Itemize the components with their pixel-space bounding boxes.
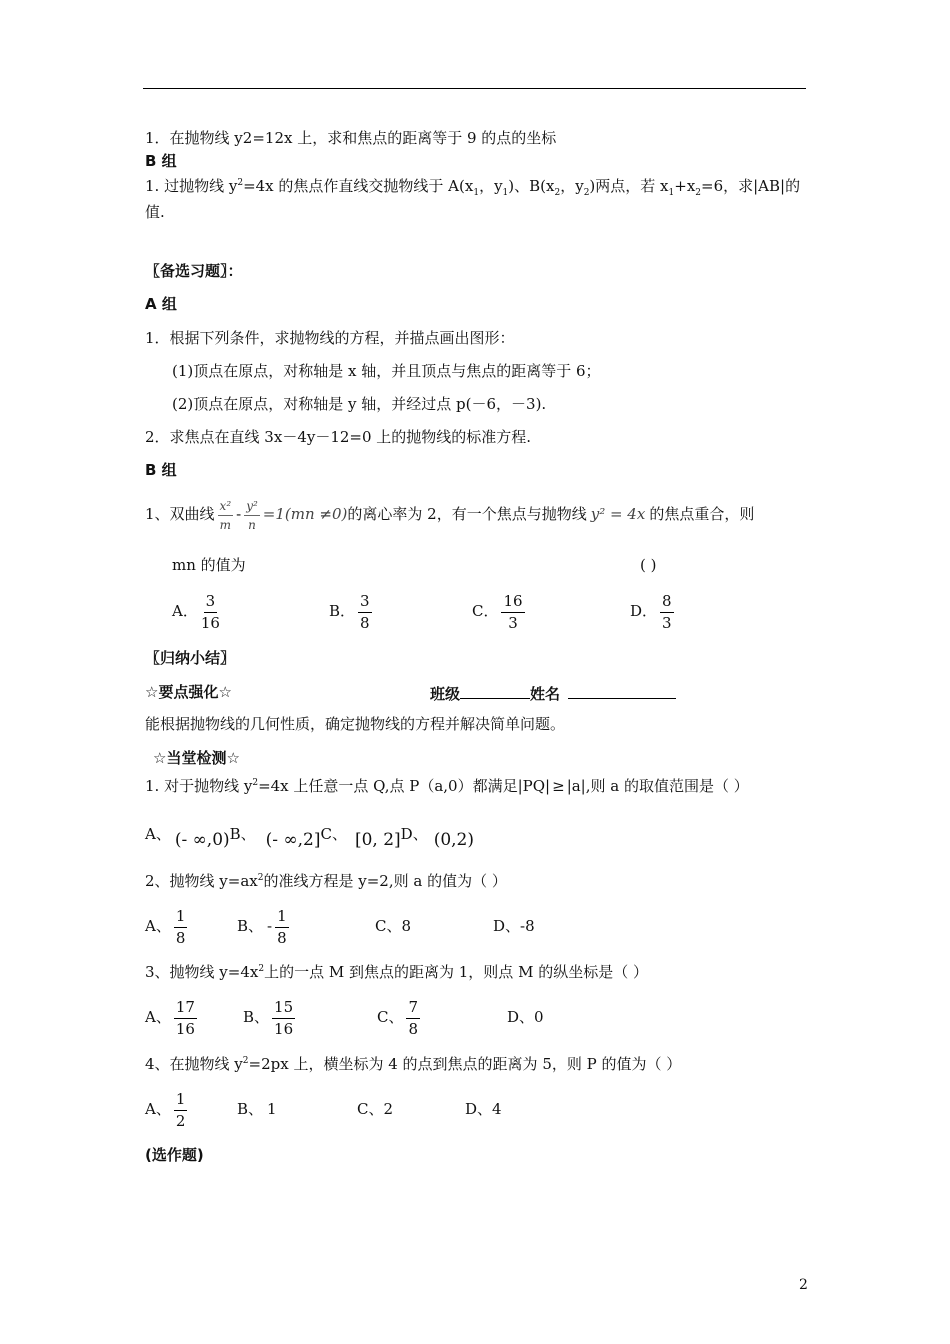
q2-choice-c: C、8 (375, 917, 412, 935)
question-top-1: 1．在抛物线 y2=12x 上，求和焦点的距离等于 9 的点的坐标 (145, 129, 557, 147)
summary-heading: 〖归纳小结〗 (145, 649, 236, 667)
quiz-question-1: 1. 对于抛物线 $y^2=4x$ 上任意一点 Q,点 P（a,0）都满足|PQ| ≥ |a|,则 a 的取值范围是（ ） (145, 777, 749, 795)
group-b-label: B 组 (145, 461, 177, 479)
q3-choice-a: A、 $\frac{17}{16}$ (145, 997, 195, 1038)
q3-choice-d: D、0 (507, 1008, 544, 1026)
q4-choice-d: D、4 (465, 1100, 502, 1118)
key-points-heading: ☆要点强化☆ (145, 683, 232, 701)
question-top-b1: 1. 过抛物线 $y^2=4x$ 的焦点作直线交抛物线于 $A(x_1$，$y_1$)、$B(x_2$，$y_2$)两点，若 $x_1+x_2=6$，求|AB|的 (145, 177, 801, 198)
q4-choice-a: A、 $\frac{1}{2}$ (145, 1089, 186, 1130)
q2-choice-d: D、-8 (493, 917, 535, 935)
quiz-question-4: 4、在抛物线 $y^2=2px$ 上，横坐标为 4 的点到焦点的距离为 5，则 P 的值为（ ） (145, 1055, 682, 1073)
alt-question-a1-part1: (1)顶点在原点，对称轴是 x 轴，并且顶点与焦点的距离等于 6； (172, 362, 601, 380)
question-top-b1-cont: 值. (145, 203, 165, 221)
class-name-fields: 班级 姓名 (430, 682, 676, 704)
q3-choice-c: C、 $\frac{7}{8}$ (377, 997, 419, 1038)
q3-choice-b: B、 $\frac{15}{16}$ (243, 997, 294, 1038)
optional-heading: (选作题) (145, 1146, 204, 1164)
choice-b: B． $\frac{3}{8}$ (329, 591, 370, 632)
quiz-question-2: 2、抛物线 $y=ax^2$的准线方程是 y=2,则 a 的值为（ ） (145, 872, 507, 890)
alt-question-a2: 2．求焦点在直线 3x－4y－12=0 上的抛物线的标准方程. (145, 428, 532, 446)
alt-question-b1: 1、双曲线 $\frac{\text{x²}}{m}$ - $\frac{\text{y²}}{n}$ =1(mn ≠0)的离心率为 2，有一个焦点与抛物线 y² = 4x 的焦点重合，则 (145, 498, 755, 532)
choice-a: A． $\frac{3}{16}$ (172, 591, 220, 632)
q2-choice-a: A、 $\frac{1}{8}$ (145, 906, 186, 947)
page-number: 2 (799, 1277, 808, 1293)
quiz-question-3: 3、抛物线 $y=4x^2$上的一点 M 到焦点的距离为 1，则点 M 的纵坐标是（ ） (145, 963, 648, 981)
alt-question-a1-part2: (2)顶点在原点，对称轴是 y 轴，并经过点 p(－6，－3). (172, 395, 547, 413)
group-a-label: A 组 (145, 295, 177, 313)
alt-exercises-heading: 〖备选习题〗： (145, 262, 243, 280)
quiz-q4-choices (145, 1087, 502, 1131)
quiz-q2-choices (145, 904, 535, 948)
alt-question-b1-cont: mn 的值为 (172, 556, 246, 574)
quiz-q1-choices: A、 (- ∞,0)B、 (- ∞,2]C、 [0, 2]D、 (0,2) (145, 825, 475, 850)
alt-b1-choices (172, 590, 677, 632)
choice-d: D． $\frac{8}{3}$ (630, 591, 672, 632)
header-rule (143, 88, 806, 89)
summary-text: 能根据抛物线的几何性质，确定抛物线的方程并解决简单问题。 (145, 715, 566, 733)
q2-choice-b: B、 - $\frac{1}{8}$ (237, 906, 287, 947)
quiz-heading: ☆当堂检测☆ (153, 749, 240, 767)
fraction-y2-n: $\frac{\text{y²}}{n}$ (246, 498, 258, 532)
q4-choice-c: C、2 (357, 1100, 394, 1118)
fraction-x2-m: $\frac{\text{x²}}{m}$ (219, 498, 232, 532)
answer-paren: ( ) (640, 556, 657, 574)
quiz-q3-choices (145, 995, 544, 1039)
group-b-label-top: B 组 (145, 152, 177, 170)
alt-question-a1: 1．根据下列条件，求抛物线的方程，并描点画出图形： (145, 329, 515, 347)
choice-c: C． $\frac{16}{3}$ (472, 591, 523, 632)
q4-choice-b: B、 1 (237, 1100, 277, 1118)
